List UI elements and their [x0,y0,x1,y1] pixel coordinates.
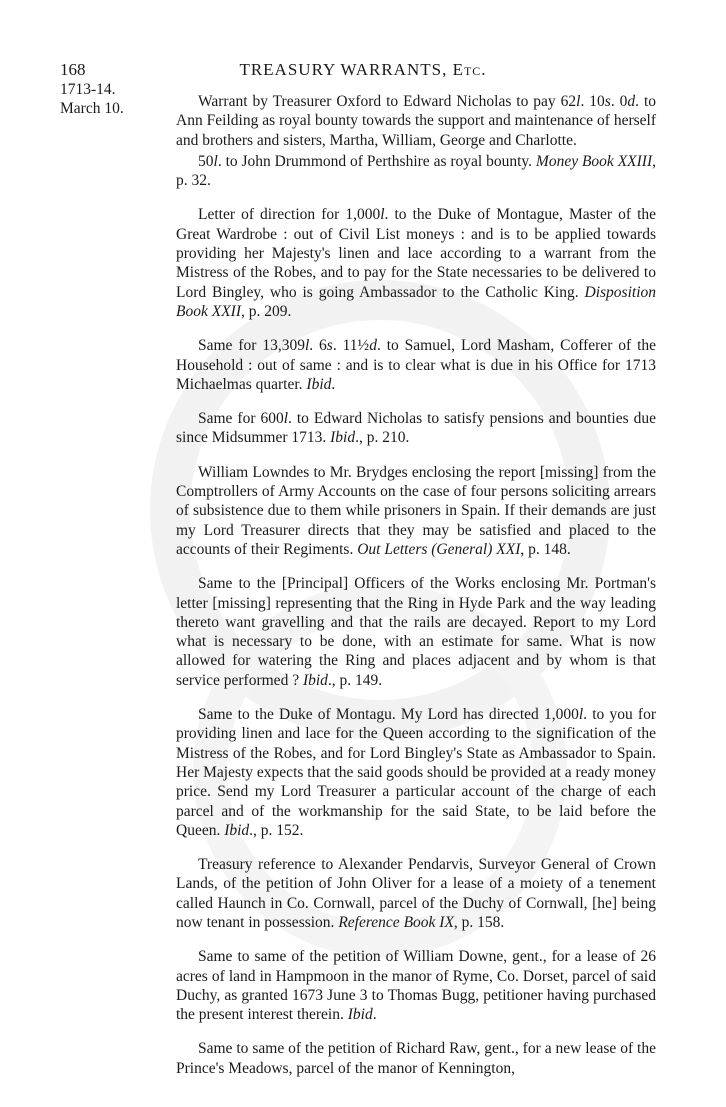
text-run: Warrant by Treasurer Oxford to Edward Nicholas to pay 62 [198,93,577,110]
text-run: ., p. 152. [249,821,304,839]
text-run: . 6 [309,337,327,355]
italic-text: Ibid [347,1006,373,1024]
page-header [60,60,666,82]
margin-day: March 10. [60,100,124,117]
text-run: Same to the [Principal] Officers of the Works enclosing Mr. Portman's letter [missing] representing that the Ring in Hyde Park and the way leading thereto want gravelling and that the rails are decayed. Report to my Lord what is necessary to be done, with an estimate for same. What is now allowed for watering the Ring and places adjacent and by whom is that service performed ? [176,575,656,689]
italic-text: Ibid [330,429,356,447]
italic-text: Out Letters (General) XXI [357,540,521,558]
text-run: 50 [198,152,214,170]
text-run: . 11½ [332,337,370,355]
entry-paragraph [176,152,656,191]
text-run: . 10 [580,93,605,110]
text-run: , p. 32. [176,152,656,190]
text-run: ., p. 210. [355,429,410,447]
page-number: 168 [60,60,86,79]
margin-date [60,80,124,118]
text-run: Same for 13,309 [198,337,305,355]
entry-paragraph [176,463,656,559]
entry-paragraph [176,947,656,1024]
text-run: . 0 [610,93,628,110]
italic-text: d [369,337,377,355]
italic-text: l [576,93,581,110]
italic-text: d [627,93,636,110]
italic-text: Ibid [302,671,328,689]
italic-text: Disposition Book XXII [176,283,656,320]
text-run: . to Ann Feilding as royal bounty towards the support and maintenance of herself and brothers and sisters, Martha, William, George and Charlotte. [176,93,657,149]
text-run: Treasury reference to Alexander Pendarvis, Surveyor General of Crown Lands, of the petition of John Oliver for a lease of a moiety of a tenement called Haunch in Co. Cornwall, parcel of the Duchy of Cornwall, [he] being now tenant in possession. [176,856,656,931]
text-run: . to you for providing linen and lace for the Queen according to the signification of the Mistress of the Robes, and for Lord Bingley's State as Ambassador to Spain. Her Majesty expects that the said goods should be provided at a ready money price. Send my Lord Treasurer a particular account of the charge of each parcel and of the workmanship for the said State, to be laid before the Queen. [176,706,656,839]
running-title-etc: Etc. [452,60,487,79]
margin-year: 1713-14. [60,81,116,98]
entry-paragraph [176,1039,656,1078]
text-run: . to the Duke of Montague, Master of the Great Wardrobe : out of Civil List moneys : and is to be applied towards providing her Majesty's linen and lace according to a warrant from the Mistress of the Robes, and to pay for the State necessaries to be delivered to Lord Bingley, who is going Ambassador to the Catholic King. [176,206,657,301]
entry-paragraph [176,705,656,840]
text-run: Same to same of the petition of Richard Raw, gent., for a new lease of the Prince's Meadows, parcel of the manor of Kennington, [176,1040,656,1077]
text-run: . to Samuel, Lord Masham, Cofferer of the Household : out of same : and is to clear what is due in his Office for 1713 Michaelmas quarter. [176,337,657,393]
text-run: . to Edward Nicholas to satisfy pensions and bounties due since Midsummer 1713. [176,410,656,447]
entry-paragraph [176,336,656,394]
italic-text: s [326,337,333,355]
entry-paragraph [176,855,656,932]
text-run: , p. 158. [453,913,505,931]
running-title-main: TREASURY WARRANTS, [239,60,453,79]
italic-text: Ibid [224,821,250,839]
text-run: Letter of direction for 1,000 [198,206,381,224]
text-run: William Lowndes to Mr. Brydges enclosing the report [missing] from the Comptrollers of Army Accounts on the case of four persons soliciting arrears of subsistence due to them while prisoners in Spain. If their demands are just my Lord Treasurer directs that they may be satisfied and placed to the accounts of their Regiments. [176,463,656,558]
entry-paragraph [176,574,656,690]
italic-text: Ibid [306,375,332,393]
italic-text: s [604,93,611,110]
text-run: ., p. 149. [327,671,383,689]
text-run: , p. 148. [520,540,571,558]
text-run: Same to same of the petition of William Downe, gent., for a lease of 26 acres of land in Hampmoon in the manor of Ryme, Co. Dorset, parcel of said Duchy, as granted 1673 June 3 to Thomas Bugg, petitioner having purchased the present interest therein. [176,948,656,1024]
italic-text: l [283,410,289,428]
entry-paragraph [176,92,656,150]
text-run: Same for 600 [198,410,284,428]
text-run: , p. 209. [240,302,292,320]
italic-text: l [213,152,218,170]
italic-text: l [578,706,584,724]
italic-text: l [380,206,385,224]
italic-text: l [304,337,310,355]
body-text [176,92,656,1078]
italic-text: Money Book XXIII [535,152,653,170]
running-title [60,60,666,80]
entry-paragraph [176,409,656,448]
text-run: . [372,1006,377,1024]
text-run: . [331,375,336,393]
text-run: Same to the Duke of Montagu. My Lord has directed 1,000 [198,706,579,724]
text-run: . to John Drummond of Perthshire as royal bounty. [217,152,536,170]
entry-paragraph [176,205,656,321]
italic-text: Reference Book IX [338,913,454,931]
